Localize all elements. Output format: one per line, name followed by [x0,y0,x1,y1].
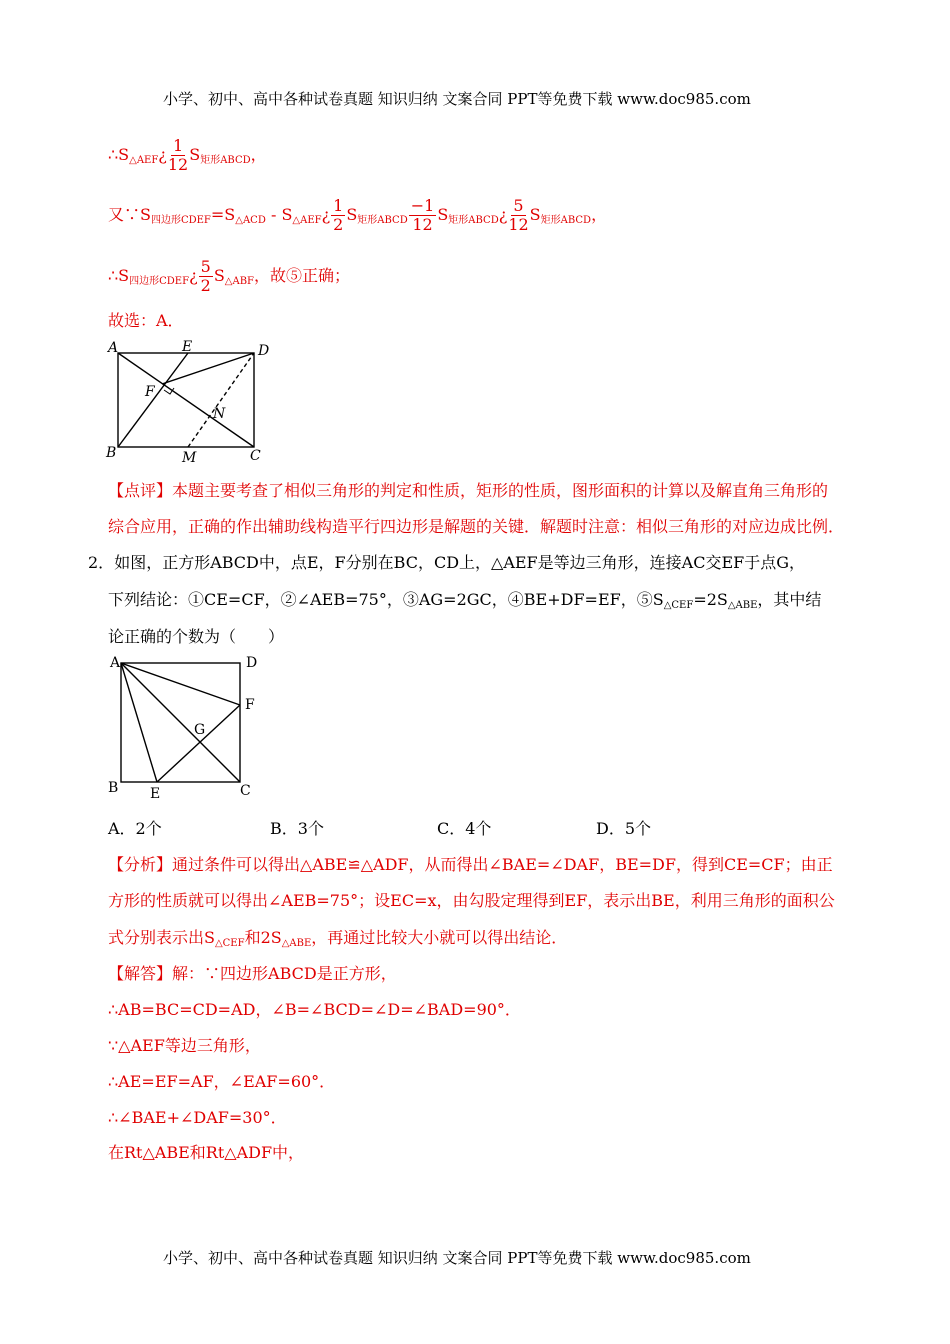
numerator: 1 [172,136,184,155]
solution-line-1 [108,137,267,174]
label-b: B [108,780,119,796]
numerator: 1 [333,196,344,215]
numerator: 5 [513,196,524,215]
answer-line-6: 在Rt△ABE和Rt△ADF中， [108,1143,305,1162]
page-footer: 小学、初中、高中各种试卷真题 知识归纳 文案合同 PPT等免费下载 www.doc985.com [163,1249,751,1267]
segment-af [121,663,240,705]
label-a: A [110,655,121,671]
solution-line-2 [108,197,607,234]
label-c: C [240,783,251,799]
fraction [199,258,213,295]
analysis-line-2: 方形的性质就可以得出∠AEB=75°；设EC=x，由勾股定理得到EF，表示出BE，利用三角形的面积公 [108,891,835,910]
text: ， [250,145,267,164]
subscript: △ABF [224,276,254,287]
answer-line-3: ∵△AEF等边三角形， [108,1036,261,1055]
page-header: 小学、初中、高中各种试卷真题 知识归纳 文案合同 PPT等免费下载 www.doc985.com [163,90,751,108]
label-c: C [250,448,261,464]
text: ∴S [108,145,130,164]
subscript: △AEF [129,155,159,166]
numerator: −1 [410,196,435,215]
text: 下列结论：①CE=CF，②∠AEB=75°，③AG=2GC，④BE+DF=EF，⑤S [108,590,664,609]
label-d: D [246,655,258,671]
answer-text: 解：∵四边形ABCD是正方形， [172,964,397,983]
option-d: D．5个 [596,819,652,838]
label-e: E [182,339,193,355]
subscript: △CEF [214,938,245,949]
text: =2S [693,590,728,609]
text: ，其中结 [757,590,822,609]
text: S [529,205,541,224]
subscript: 矩形ABCD [540,215,592,226]
subscript: △ACD [235,215,266,226]
denominator: 12 [412,215,433,234]
subscript: 四边形CDEF [150,215,211,226]
denominator: 2 [333,215,344,234]
comment-text: 本题主要考查了相似三角形的判定和性质，矩形的性质，图形面积的计算以及解直角三角形的 [172,481,829,500]
subscript: △ABE [727,600,758,611]
answer-tag: 【解答】 [108,964,173,983]
analysis-tag: 【分析】 [108,855,173,874]
text: ，再通过比较大小就可以得出结论． [311,928,568,947]
option-c: C．4个 [437,819,492,838]
text: ¿ [189,266,198,285]
denominator: 12 [508,215,529,234]
fraction [409,197,437,234]
answer-line-1 [108,964,397,984]
question-text: 如图，正方形ABCD中，点E，F分别在BC，CD上，△AEF是等边三角形，连接AC交EF于点G， [114,553,806,572]
comment-line-2: 综合应用，正确的作出辅助线构造平行四边形是解题的关键．解题时注意：相似三角形的对应边成比例． [108,517,845,536]
text: =S [210,205,236,224]
denominator: 12 [167,155,189,174]
option-a: A．2个 [108,819,162,838]
label-a: A [108,340,119,356]
subscript: △CEF [663,600,694,611]
answer-choice: 故选：A． [108,311,184,330]
analysis-line-1 [108,855,833,875]
text: ∴S [108,266,130,285]
question-number: 2． [88,553,115,572]
subscript: 矩形ABCD [200,155,251,166]
text: S [346,205,358,224]
subscript: 四边形CDEF [129,276,190,287]
denominator: 2 [200,276,211,295]
label-e: E [150,786,161,802]
answer-line-2: ∴AB=BC=CD=AD，∠B=∠BCD=∠D=∠BAD=90°． [108,1000,521,1019]
segment-mn-dashed [188,353,254,447]
label-f: F [245,697,255,713]
text: S [189,145,201,164]
segment-ac [118,353,254,447]
label-f: F [145,384,155,400]
fraction [331,197,345,234]
fraction [508,197,528,234]
rectangle-figure [100,338,280,466]
text: S [437,205,449,224]
subscript: △ABE [281,938,312,949]
question-2-line-1 [88,553,805,573]
text: S [213,266,225,285]
subscript: △AEF [292,215,322,226]
question-2-line-2 [108,590,821,616]
text: ¿ [158,145,167,164]
text: 式分别表示出S [108,928,215,947]
solution-line-3 [108,258,350,295]
square-figure [100,650,270,805]
comment-line-1 [108,481,828,501]
answer-line-5: ∴∠BAE+∠DAF=30°． [108,1108,287,1127]
option-b: B．3个 [270,819,324,838]
label-m: M [182,450,197,466]
analysis-line-3 [108,928,567,954]
text: 又∵S [108,205,151,224]
subscript: 矩形ABCD [448,215,499,226]
text: ¿ [498,205,508,224]
label-d: D [258,343,270,359]
analysis-text: 通过条件可以得出△ABE≌△ADF，从而得出∠BAE=∠DAF，BE=DF，得到CE=CF；由正 [172,855,833,874]
fraction [168,137,188,174]
segment-be [118,353,188,447]
label-b: B [106,445,117,461]
comment-tag: 【点评】 [108,481,173,500]
text: ¿ [321,205,331,224]
question-2-line-3: 论正确的个数为（ ） [108,627,285,646]
answer-line-4: ∴AE=EF=AF，∠EAF=60°． [108,1072,336,1091]
text: ，故⑤正确； [254,266,351,285]
label-n: N [213,406,226,422]
subscript: 矩形ABCD [357,215,408,226]
text: 和2S [244,928,282,947]
label-g: G [194,722,206,738]
text: - S [265,205,293,224]
text: ， [591,205,608,224]
numerator: 5 [200,257,211,276]
